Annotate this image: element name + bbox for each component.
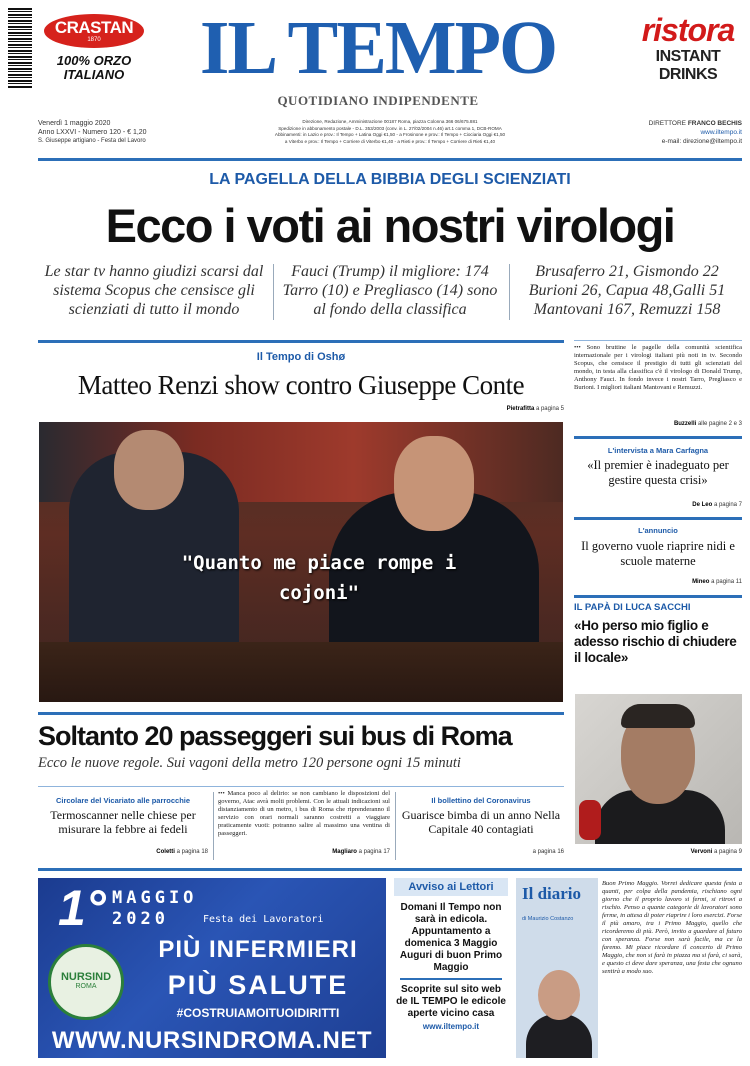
avviso-rule (400, 978, 502, 980)
vicariato-kicker: Circolare del Vicariato alle parrocchie (55, 796, 191, 805)
renzi-ref[interactable]: Pietrafitta a pagina 5 (506, 406, 564, 412)
vicariato-headline[interactable]: Termoscanner nelle chiese per misurare la febbre ai fedeli (50, 808, 196, 836)
vicariato-ref[interactable]: Coletti a pagina 18 (156, 849, 208, 855)
renzi-kicker: Il Tempo di Oshø (256, 351, 346, 363)
avviso-title: Avviso ai Lettori (394, 878, 508, 896)
renzi-photo[interactable] (39, 422, 563, 702)
sacchi-photo[interactable] (575, 694, 742, 844)
bus-deck: Ecco le nuove regole. Sui vagoni della metro 120 persone ogni 15 minuti (38, 755, 461, 771)
crastan-line2: ITALIANO (63, 67, 125, 82)
sidebar-rule (574, 340, 742, 341)
website-link[interactable]: www.iltempo.it (700, 129, 742, 136)
barcode (8, 8, 32, 88)
masthead-rule (38, 158, 742, 161)
costanzo-photo[interactable] (522, 964, 594, 1058)
nursind-line2: PIÙ SALUTE (167, 970, 349, 1000)
annuncio-headline[interactable]: Il governo vuole riaprire nidi e scuole materne (581, 539, 735, 568)
ristora-tagline: INSTANT DRINKS (655, 48, 721, 83)
diario-title: Il diario (522, 884, 582, 903)
lead-summary-3: Brusaferro 21, Gismondo 22 Burioni 26, Capua 48,Galli 51 Mantovani 167, Remuzzi 158 (528, 263, 726, 318)
carfagna-ref[interactable]: De Leo a pagina 7 (692, 502, 742, 508)
scienza-ref[interactable]: Buzzelli alle pagine 2 e 3 (673, 421, 742, 427)
carfagna-kicker: L'intervista a Mara Carfagna (607, 446, 709, 455)
nursind-url[interactable]: WWW.NURSINDROMA.NET (51, 1027, 373, 1054)
bus-rule (38, 786, 564, 787)
divider (395, 792, 396, 860)
edition-saints: S. Giuseppe artigiano - Festa del Lavoro (38, 138, 146, 144)
carfagna-headline[interactable]: «Il premier è inadeguato per gestire questa crisi» (587, 458, 729, 487)
lead-summary-1: Le star tv hanno giudizi scarsi dal sistema Scopus che censisce gli scienziati di tutto il mondo (44, 263, 264, 318)
divider (213, 792, 214, 860)
coronavirus-ref[interactable]: a pagina 16 (532, 849, 564, 855)
renzi-head (394, 436, 474, 531)
avviso-text-2: Scoprite sul sito web de IL TEMPO le edicole aperte vicino casa (396, 984, 506, 1019)
renzi-headline[interactable]: Matteo Renzi show contro Giuseppe Conte (77, 370, 525, 400)
lead-summary-2: Fauci (Trump) il migliore: 174 Tarro (10) e Pregliasco (14) sono al fondo della classifica (282, 263, 498, 318)
lead-kicker: LA PAGELLA DELLA BIBBIA DEGLI SCIENZIATI (209, 171, 571, 188)
nursind-festa: Festa dei Lavoratori (203, 914, 324, 925)
crastan-logo: CRASTAN 1870 (44, 14, 144, 48)
avviso-text: Domani Il Tempo non sarà in edicola. Appuntamento a domenica 3 Maggio Auguri di buon Primo Maggio (399, 902, 503, 973)
masthead-title[interactable]: IL TEMPO (199, 6, 557, 90)
nursind-month: MAGGIO (112, 888, 198, 908)
bus-headline[interactable]: Soltanto 20 passeggeri sui bus di Roma (38, 721, 512, 751)
nursind-hashtag: #COSTRUIAMOITUOIDIRITTI (176, 1006, 340, 1020)
lead-rule (38, 340, 564, 343)
date-block (38, 119, 178, 146)
sidebar-rule (574, 595, 742, 598)
edition-date: Venerdì 1 maggio 2020 (38, 120, 111, 127)
divider (273, 264, 274, 320)
atac-text: ••• Manca poco al delirio: se non cambiano le disposizioni del governo, Atac avrà molti problemi. Con le attuali indicazioni sul distanziamento di un metro, i bus di Roma che riprenderanno il servizio con orari normali saranno costretti a viaggiare praticamente vuoti: potranno salire al massimo una ventina di passeggeri. (218, 790, 390, 837)
footer-rule (38, 868, 742, 871)
diario-box (516, 878, 742, 1058)
ad-crastan[interactable] (38, 14, 150, 94)
avviso-box (394, 878, 508, 1058)
crastan-line1: 100% ORZO (56, 53, 132, 68)
nursind-logo: NURSIND ROMA (48, 944, 124, 1020)
costanzo-body (526, 1014, 592, 1058)
nursind-day: 1° (58, 880, 106, 936)
sacchi-kicker: IL PAPÀ DI LUCA SACCHI (574, 602, 691, 613)
scienza-text: ••• Sono bruttine le pagelle della comunità scientifica internazionale per i virologi italiani più noti in tv. Secondo Scopus, che censisce il prestigio di tutti gli scienziati del mondo, in testa alla classifica c'è il virologo di Donald Trump, Anthony Fauci. In fondo invece i nostri Tarro, Pregliasco e Burioni. I migliori italiani Mantovani e Remuzzi. (574, 344, 742, 391)
edition-issue: Anno LXXVI - Numero 120 - € 1,20 (38, 129, 147, 136)
sidebar-rule (574, 436, 742, 439)
desk (39, 642, 563, 702)
diario-byline: di Maurizio Costanzo (522, 916, 574, 922)
director-block: DIRETTORE FRANCO BECHIS www.iltempo.it e-mail: direzione@iltempo.it (600, 119, 742, 146)
masthead-subtitle: QUOTIDIANO INDIPENDENTE (277, 93, 479, 108)
ristora-brand: ristora (641, 12, 735, 48)
microphone (579, 800, 601, 840)
sacchi-ref[interactable]: Vervoni a pagina 9 (690, 849, 742, 855)
man-left-head (114, 430, 184, 510)
email-link[interactable]: e-mail: direzione@iltempo.it (661, 138, 742, 145)
bus-rule (38, 712, 564, 715)
coronavirus-headline[interactable]: Guarisce bimba di un anno Nella Capitale 40 contagiati (401, 808, 561, 836)
diario-text: Buon Primo Maggio. Vorrei dedicare questa festa a quanti, per colpa della pandemia, rischiano ogni giorno che il proprio lavoro si fermi, si ritrovi a rischio. Penso a quante categorie di lavoratori sono ferme, in attesa di poter riaprire i loro esercizi. Forse il più amaro, tra i Primo Maggio, quello che ricorderemo di più. Però, invito a guardare al futuro con speranza. Forse non sarà facile, ma ce la faremo. Mi piace ricordare il concerto di Primo Maggio, che non si farà in piazza ma si farà, ci sarà, e questo ci deve dare speranza, una festa che ognuno sentirà a modo suo. (602, 880, 742, 975)
sacchi-hair (621, 704, 695, 728)
nursind-line1: PIÙ INFERMIERI (158, 936, 358, 963)
imprint: Direzione, Redazione, Amministrazione 00187 Roma, piazza Colonna 366 06/675.881 Spedizione in abbonamento postale - D.L. 353/2003 (conv. in L. 27/02/2004 n.46) art.1 comma 1, DCB-ROMA Abbinamenti: in Lazio e prov.: Il Tempo + Latina Oggi €1,50 - a Frosinone e prov.: Il Tempo + Ciociaria Oggi €1,50 a Viterbo e prov.: Il Tempo + Corriere di Viterbo €1,40 - a Rieti e prov.: Il Tempo + Corriere di Rieti €1,40 (274, 119, 506, 144)
avviso-url[interactable]: www.iltempo.it (422, 1022, 480, 1031)
costanzo-head (538, 970, 580, 1020)
renzi-quote: "Quanto me piace rompe i cojoni" (181, 552, 457, 604)
nursind-year: 2020 (112, 909, 169, 929)
divider (509, 264, 510, 320)
atac-ref[interactable]: Magliaro a pagina 17 (332, 849, 390, 855)
annuncio-ref[interactable]: Mineo a pagina 11 (692, 579, 742, 585)
sidebar-rule (574, 517, 742, 520)
ad-ristora[interactable] (632, 12, 744, 98)
lead-headline[interactable]: Ecco i voti ai nostri virologi (105, 199, 675, 252)
coronavirus-kicker: Il bollettino del Coronavirus (431, 796, 531, 805)
sacchi-headline[interactable]: «Ho perso mio figlio e adesso rischio di chiudere il locale» (574, 618, 737, 665)
ad-nursind[interactable] (38, 878, 386, 1058)
annuncio-kicker: L'annuncio (638, 526, 678, 535)
